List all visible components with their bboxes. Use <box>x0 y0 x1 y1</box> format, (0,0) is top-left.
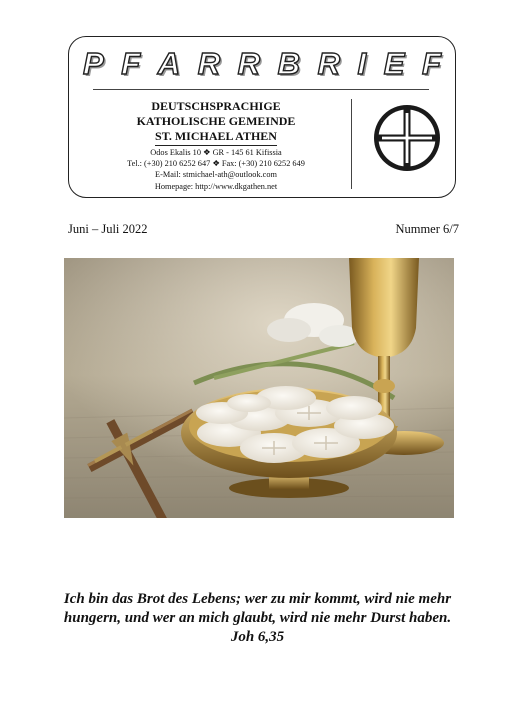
masthead-box <box>68 36 456 198</box>
bible-quote <box>30 590 485 647</box>
masthead-letter: A <box>157 46 181 81</box>
parish-cross-logo-icon <box>372 103 442 173</box>
masthead-letter: F <box>121 46 141 81</box>
contact-block <box>89 147 343 192</box>
issue-number: Nummer 6/7 <box>395 222 459 236</box>
quote-line-2: hungern, und wer an mich glaubt, wird nie mehr Durst haben. <box>63 610 452 626</box>
masthead-letter: P <box>83 46 104 81</box>
quote-line-1: Ich bin das Brot des Lebens; wer zu mir kommt, wird nie mehr <box>63 591 452 607</box>
masthead-letter: I <box>357 46 367 81</box>
issue-date: Juni – Juli 2022 <box>68 222 148 236</box>
masthead-letter: R <box>197 46 221 81</box>
masthead-letter: B <box>277 46 300 81</box>
header-divider <box>351 99 352 189</box>
contact-homepage: Homepage: http://www.dkgathen.net <box>154 181 278 191</box>
eucharist-photo <box>64 258 454 518</box>
parish-line-1: DEUTSCHSPRACHIGE <box>151 99 281 113</box>
masthead-letter: R <box>237 46 261 81</box>
quote-reference: Joh 6,35 <box>230 629 285 645</box>
contact-email: E-Mail: stmichael-ath@outlook.com <box>155 170 277 180</box>
parish-line-2: KATHOLISCHE GEMEINDE <box>136 114 296 128</box>
masthead-letter: E <box>383 46 405 81</box>
parish-name <box>89 99 343 146</box>
masthead-letter: F <box>421 46 441 81</box>
masthead-title <box>83 47 441 81</box>
contact-phone: Tel.: (+30) 210 6252 647 ❖ Fax: (+30) 210 6252 649 <box>127 159 305 169</box>
contact-address: Odos Ekalis 10 ❖ GR - 145 61 Kifissia <box>150 148 282 157</box>
masthead-rule <box>93 89 429 90</box>
parish-line-3: ST. MICHAEL ATHEN <box>155 129 277 146</box>
masthead-letter: R <box>317 46 340 81</box>
